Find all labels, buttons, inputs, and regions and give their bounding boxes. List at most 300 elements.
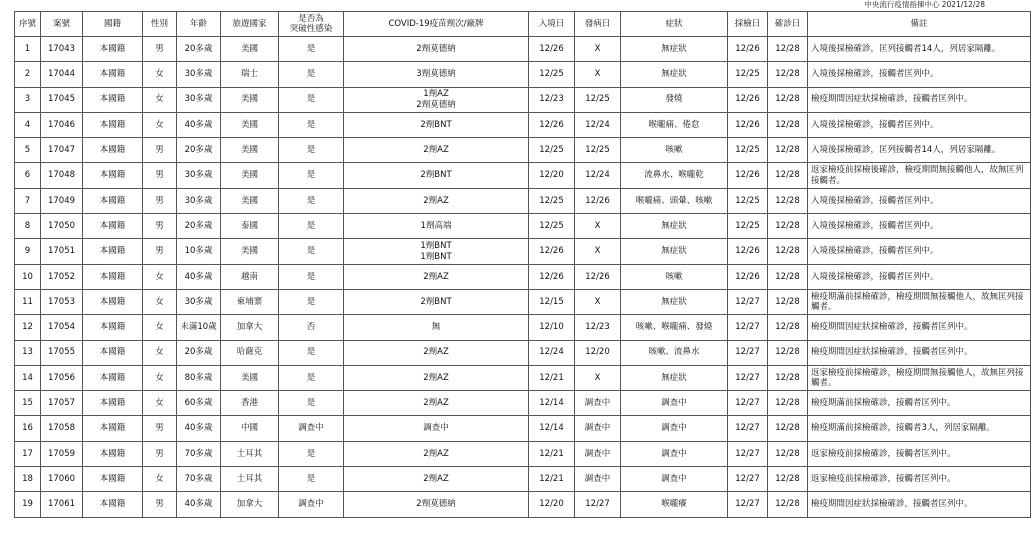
cell-no: 19 [15,492,41,517]
cell-entry-date: 12/21 [529,365,575,390]
cell-symptom: 喉嚨痛、頭暈、咳嗽 [621,188,728,213]
vaccine-dose: 2劑AZ [423,473,449,484]
cell-no: 17 [15,441,41,466]
cell-country: 美國 [221,163,279,188]
cell-entry-date: 12/21 [529,441,575,466]
cell-entry-date: 12/24 [529,340,575,365]
cell-vaccine [344,391,529,416]
cell-symptom: 無症狀 [621,214,728,239]
cell-nationality: 本國籍 [83,264,143,289]
cell-country: 土耳其 [221,467,279,492]
cell-test-date: 12/26 [728,264,768,289]
cell-entry-date: 12/26 [529,264,575,289]
cell-note: 入境後採檢確診，匡列接觸者14人，列居家隔離。 [808,138,1031,163]
col-header-onset: 發病日 [575,12,621,37]
cell-case-id: 17059 [41,441,83,466]
cell-note: 入境後採檢確診，匡列接觸者14人，列居家隔離。 [808,37,1031,62]
table-row [15,87,1031,112]
vaccine-dose: 2劑AZ [423,271,449,282]
cell-sex: 男 [143,239,177,264]
cell-confirm-date: 12/28 [768,188,808,213]
cell-no: 14 [15,365,41,390]
cell-age: 未滿10歲 [177,315,221,340]
cell-no: 11 [15,289,41,314]
vaccine-dose: 2劑AZ [423,398,449,409]
cell-no: 10 [15,264,41,289]
vaccine-dose: 3劑莫德納 [416,69,456,80]
cell-confirm-date: 12/28 [768,62,808,87]
cell-note: 入境後採檢確診，接觸者匡列中。 [808,62,1031,87]
cell-age: 70多歲 [177,441,221,466]
cell-test-date: 12/27 [728,315,768,340]
cell-nationality: 本國籍 [83,492,143,517]
table-row [15,188,1031,213]
cell-vaccine [344,188,529,213]
cell-case-id: 17048 [41,163,83,188]
cell-symptom: 無症狀 [621,289,728,314]
cell-breakthrough: 調查中 [279,416,344,441]
cell-confirm-date: 12/28 [768,138,808,163]
cell-onset-date: X [575,37,621,62]
cell-entry-date: 12/26 [529,37,575,62]
cell-entry-date: 12/25 [529,188,575,213]
cell-nationality: 本國籍 [83,365,143,390]
cell-nationality: 本國籍 [83,441,143,466]
cell-onset-date: 調查中 [575,441,621,466]
cell-symptom: 咳嗽 [621,264,728,289]
cell-symptom: 調查中 [621,441,728,466]
cell-confirm-date: 12/28 [768,315,808,340]
cell-note: 檢疫期間因症狀採檢確診，接觸者匡列中。 [808,340,1031,365]
cell-no: 9 [15,239,41,264]
cell-nationality: 本國籍 [83,289,143,314]
cell-age: 20多歲 [177,138,221,163]
cell-symptom: 咳嗽、流鼻水 [621,340,728,365]
cell-age: 20多歲 [177,214,221,239]
vaccine-dose: 2劑AZ [423,145,449,156]
cell-case-id: 17052 [41,264,83,289]
table-row [15,289,1031,314]
col-header-test: 採檢日 [728,12,768,37]
cell-breakthrough: 是 [279,340,344,365]
cell-test-date: 12/26 [728,239,768,264]
cell-case-id: 17043 [41,37,83,62]
cell-note: 入境後採檢確診，接觸者匡列中。 [808,239,1031,264]
cell-onset-date: 12/25 [575,138,621,163]
cell-breakthrough: 是 [279,188,344,213]
cell-case-id: 17057 [41,391,83,416]
cell-nationality: 本國籍 [83,315,143,340]
cell-age: 40多歲 [177,416,221,441]
col-header-sex: 性別 [143,12,177,37]
col-header-entry: 入境日 [529,12,575,37]
cell-country: 加拿大 [221,492,279,517]
cell-vaccine [344,416,529,441]
cell-test-date: 12/26 [728,163,768,188]
cell-breakthrough: 調查中 [279,492,344,517]
cell-breakthrough: 是 [279,163,344,188]
cell-vaccine [344,315,529,340]
cell-country: 加拿大 [221,315,279,340]
cell-age: 30多歲 [177,289,221,314]
cell-confirm-date: 12/28 [768,214,808,239]
vaccine-dose: 1劑BNT [420,251,452,262]
cell-case-id: 17047 [41,138,83,163]
cell-age: 20多歲 [177,340,221,365]
cell-sex: 女 [143,467,177,492]
cell-symptom: 咳嗽、喉嚨痛、發燒 [621,315,728,340]
cell-onset-date: 12/20 [575,340,621,365]
cell-symptom: 無症狀 [621,62,728,87]
cell-country: 哈薩克 [221,340,279,365]
cell-sex: 男 [143,37,177,62]
vaccine-dose: 1劑BNT [420,241,452,252]
cell-case-id: 17045 [41,87,83,112]
cell-entry-date: 12/26 [529,112,575,137]
cell-test-date: 12/27 [728,416,768,441]
cell-confirm-date: 12/28 [768,264,808,289]
cell-confirm-date: 12/28 [768,87,808,112]
vaccine-dose: 1劑AZ [423,89,449,100]
cell-vaccine [344,467,529,492]
cell-nationality: 本國籍 [83,239,143,264]
cell-sex: 男 [143,163,177,188]
cell-country: 中國 [221,416,279,441]
cell-sex: 女 [143,87,177,112]
cell-symptom: 無症狀 [621,37,728,62]
cell-country: 美國 [221,112,279,137]
cell-sex: 男 [143,492,177,517]
cell-breakthrough: 否 [279,315,344,340]
cell-onset-date: X [575,214,621,239]
cell-symptom: 流鼻水、喉嚨乾 [621,163,728,188]
cell-note: 入境後採檢確診，接觸者匡列中。 [808,264,1031,289]
cell-test-date: 12/26 [728,87,768,112]
cell-country: 泰國 [221,214,279,239]
cell-no: 4 [15,112,41,137]
cell-no: 16 [15,416,41,441]
cell-entry-date: 12/26 [529,239,575,264]
cell-note: 檢疫期滿前採檢確診，接觸者匡列中。 [808,391,1031,416]
vaccine-dose: 調查中 [423,423,449,434]
table-row [15,37,1031,62]
cell-sex: 女 [143,289,177,314]
cell-onset-date: 調查中 [575,467,621,492]
cell-note: 檢疫期間因症狀採檢確診，接觸者匡列中。 [808,315,1031,340]
cell-nationality: 本國籍 [83,467,143,492]
cell-confirm-date: 12/28 [768,163,808,188]
cell-country: 越南 [221,264,279,289]
cell-country: 美國 [221,37,279,62]
cell-nationality: 本國籍 [83,214,143,239]
cell-breakthrough: 是 [279,365,344,390]
cell-no: 6 [15,163,41,188]
table-row [15,365,1031,390]
cell-test-date: 12/26 [728,37,768,62]
cell-note: 檢疫期間因症狀採檢確診，接觸者匡列中。 [808,87,1031,112]
vaccine-dose: 2劑AZ [423,372,449,383]
cell-breakthrough: 是 [279,62,344,87]
vaccine-dose: 2劑AZ [423,448,449,459]
cell-sex: 男 [143,214,177,239]
cell-age: 40多歲 [177,264,221,289]
cell-vaccine [344,87,529,112]
cell-test-date: 12/26 [728,112,768,137]
cell-age: 30多歲 [177,163,221,188]
cell-case-id: 17060 [41,467,83,492]
cell-sex: 女 [143,112,177,137]
cell-country: 美國 [221,87,279,112]
cell-symptom: 調查中 [621,416,728,441]
cell-sex: 女 [143,62,177,87]
cell-breakthrough: 是 [279,87,344,112]
cell-case-id: 17061 [41,492,83,517]
cell-case-id: 17058 [41,416,83,441]
col-header-age: 年齡 [177,12,221,37]
cell-confirm-date: 12/28 [768,492,808,517]
cell-case-id: 17046 [41,112,83,137]
cell-vaccine [344,214,529,239]
cell-breakthrough: 是 [279,112,344,137]
col-header-country: 旅遊國家 [221,12,279,37]
header-row [15,12,1031,37]
table-body [15,37,1031,518]
cell-sex: 女 [143,391,177,416]
col-header-confirm: 確診日 [768,12,808,37]
col-header-nationality: 國籍 [83,12,143,37]
cell-note: 入境後採檢確診，接觸者匡列中。 [808,188,1031,213]
vaccine-dose: 2劑BNT [420,170,452,181]
cell-case-id: 17050 [41,214,83,239]
cell-nationality: 本國籍 [83,138,143,163]
cell-onset-date: X [575,365,621,390]
cell-no: 5 [15,138,41,163]
cell-confirm-date: 12/28 [768,37,808,62]
cell-confirm-date: 12/28 [768,340,808,365]
cell-onset-date: X [575,239,621,264]
cell-age: 30多歲 [177,87,221,112]
cell-symptom: 調查中 [621,467,728,492]
cell-nationality: 本國籍 [83,391,143,416]
cell-symptom: 發燒 [621,87,728,112]
cell-onset-date: 調查中 [575,416,621,441]
table-row [15,239,1031,264]
cell-vaccine [344,163,529,188]
cell-no: 7 [15,188,41,213]
cell-case-id: 17053 [41,289,83,314]
cell-entry-date: 12/25 [529,214,575,239]
cell-vaccine [344,365,529,390]
cell-test-date: 12/25 [728,62,768,87]
cell-confirm-date: 12/28 [768,239,808,264]
cell-symptom: 調查中 [621,391,728,416]
cell-age: 40多歲 [177,112,221,137]
vaccine-dose: 2劑莫德納 [416,99,456,110]
cell-nationality: 本國籍 [83,340,143,365]
cell-no: 8 [15,214,41,239]
cell-sex: 男 [143,416,177,441]
vaccine-dose: 1劑高端 [420,220,452,231]
cell-entry-date: 12/25 [529,62,575,87]
case-table [14,11,1031,518]
cell-nationality: 本國籍 [83,188,143,213]
cell-age: 40多歲 [177,492,221,517]
cell-breakthrough: 是 [279,441,344,466]
cell-sex: 女 [143,315,177,340]
cell-symptom: 無症狀 [621,365,728,390]
col-header-symptom: 症狀 [621,12,728,37]
cell-nationality: 本國籍 [83,416,143,441]
table-row [15,416,1031,441]
table-row [15,112,1031,137]
cell-no: 12 [15,315,41,340]
cell-symptom: 無症狀 [621,239,728,264]
table-row [15,391,1031,416]
cell-country: 土耳其 [221,441,279,466]
cell-case-id: 17049 [41,188,83,213]
cell-note: 檢疫期間因症狀採檢確診，接觸者匡列中。 [808,492,1031,517]
cell-confirm-date: 12/28 [768,441,808,466]
cell-sex: 女 [143,365,177,390]
cell-country: 美國 [221,188,279,213]
col-header-no: 序號 [15,12,41,37]
cell-note: 入境後採檢確診，接觸者匡列中。 [808,112,1031,137]
cell-sex: 女 [143,264,177,289]
source-label: 中央流行疫情指揮中心 2021/12/28 [864,0,985,9]
cell-nationality: 本國籍 [83,62,143,87]
cell-test-date: 12/25 [728,138,768,163]
cell-entry-date: 12/23 [529,87,575,112]
cell-vaccine [344,37,529,62]
cell-test-date: 12/27 [728,365,768,390]
col-header-note: 備註 [808,12,1031,37]
cell-entry-date: 12/14 [529,416,575,441]
cell-vaccine [344,289,529,314]
cell-confirm-date: 12/28 [768,416,808,441]
cell-sex: 男 [143,188,177,213]
cell-onset-date: 調查中 [575,391,621,416]
cell-vaccine [344,239,529,264]
cell-country: 瑞士 [221,62,279,87]
cell-breakthrough: 是 [279,264,344,289]
cell-confirm-date: 12/28 [768,289,808,314]
cell-onset-date: 12/23 [575,315,621,340]
vaccine-dose: 2劑AZ [423,347,449,358]
cell-country: 柬埔寨 [221,289,279,314]
table-row [15,467,1031,492]
cell-vaccine [344,62,529,87]
cell-confirm-date: 12/28 [768,391,808,416]
col-header-vaccine: COVID-19疫苗劑次/廠牌 [344,12,529,37]
cell-test-date: 12/27 [728,492,768,517]
cell-onset-date: X [575,62,621,87]
cell-vaccine [344,441,529,466]
cell-age: 60多歲 [177,391,221,416]
cell-entry-date: 12/10 [529,315,575,340]
cell-entry-date: 12/20 [529,492,575,517]
cell-test-date: 12/27 [728,289,768,314]
table-row [15,492,1031,517]
cell-onset-date: 12/27 [575,492,621,517]
cell-nationality: 本國籍 [83,87,143,112]
col-header-case: 案號 [41,12,83,37]
cell-no: 3 [15,87,41,112]
cell-vaccine [344,340,529,365]
cell-vaccine [344,492,529,517]
cell-sex: 男 [143,138,177,163]
cell-onset-date: 12/24 [575,112,621,137]
cell-country: 美國 [221,239,279,264]
cell-case-id: 17055 [41,340,83,365]
cell-test-date: 12/27 [728,441,768,466]
cell-country: 美國 [221,365,279,390]
cell-note: 返家檢疫前採檢確診，檢疫期間無接觸他人，故無匡列接觸者。 [808,365,1031,390]
cell-nationality: 本國籍 [83,163,143,188]
cell-breakthrough: 是 [279,37,344,62]
vaccine-dose: 2劑AZ [423,195,449,206]
cell-vaccine [344,112,529,137]
cell-confirm-date: 12/28 [768,112,808,137]
cell-age: 30多歲 [177,188,221,213]
cell-breakthrough: 是 [279,239,344,264]
cell-vaccine [344,138,529,163]
cell-note: 返家檢疫前採檢後確診，檢疫期間無接觸他人，故無匡列接觸者。 [808,163,1031,188]
cell-nationality: 本國籍 [83,37,143,62]
cell-onset-date: X [575,289,621,314]
cell-entry-date: 12/20 [529,163,575,188]
cell-no: 2 [15,62,41,87]
table-row [15,441,1031,466]
table-row [15,214,1031,239]
cell-case-id: 17056 [41,365,83,390]
cell-symptom: 咳嗽 [621,138,728,163]
cell-test-date: 12/25 [728,214,768,239]
cell-case-id: 17051 [41,239,83,264]
cell-symptom: 喉嚨痛、倦怠 [621,112,728,137]
cell-onset-date: 12/25 [575,87,621,112]
cell-country: 香港 [221,391,279,416]
col-header-breakthrough: 是否為 突破性感染 [279,12,344,37]
vaccine-dose: 2劑BNT [420,119,452,130]
cell-note: 返家檢疫前採檢確診，接觸者匡列中。 [808,467,1031,492]
cell-note: 返家檢疫前採檢確診，接觸者匡列中。 [808,441,1031,466]
cell-age: 10多歲 [177,239,221,264]
cell-no: 13 [15,340,41,365]
cell-onset-date: 12/26 [575,188,621,213]
cell-age: 80多歲 [177,365,221,390]
table-row [15,138,1031,163]
table-row [15,163,1031,188]
cell-country: 美國 [221,138,279,163]
cell-breakthrough: 是 [279,391,344,416]
vaccine-dose: 2劑BNT [420,296,452,307]
cell-note: 檢疫期滿前採檢確診，接觸者3人，列居家隔離。 [808,416,1031,441]
table-row [15,264,1031,289]
cell-onset-date: 12/26 [575,264,621,289]
table-row [15,315,1031,340]
cell-age: 70多歲 [177,467,221,492]
cell-breakthrough: 是 [279,138,344,163]
cell-vaccine [344,264,529,289]
vaccine-dose: 2劑莫德納 [416,499,456,510]
cell-nationality: 本國籍 [83,112,143,137]
cell-no: 15 [15,391,41,416]
cell-age: 20多歲 [177,37,221,62]
cell-no: 1 [15,37,41,62]
cell-test-date: 12/27 [728,467,768,492]
cell-age: 30多歲 [177,62,221,87]
cell-entry-date: 12/15 [529,289,575,314]
